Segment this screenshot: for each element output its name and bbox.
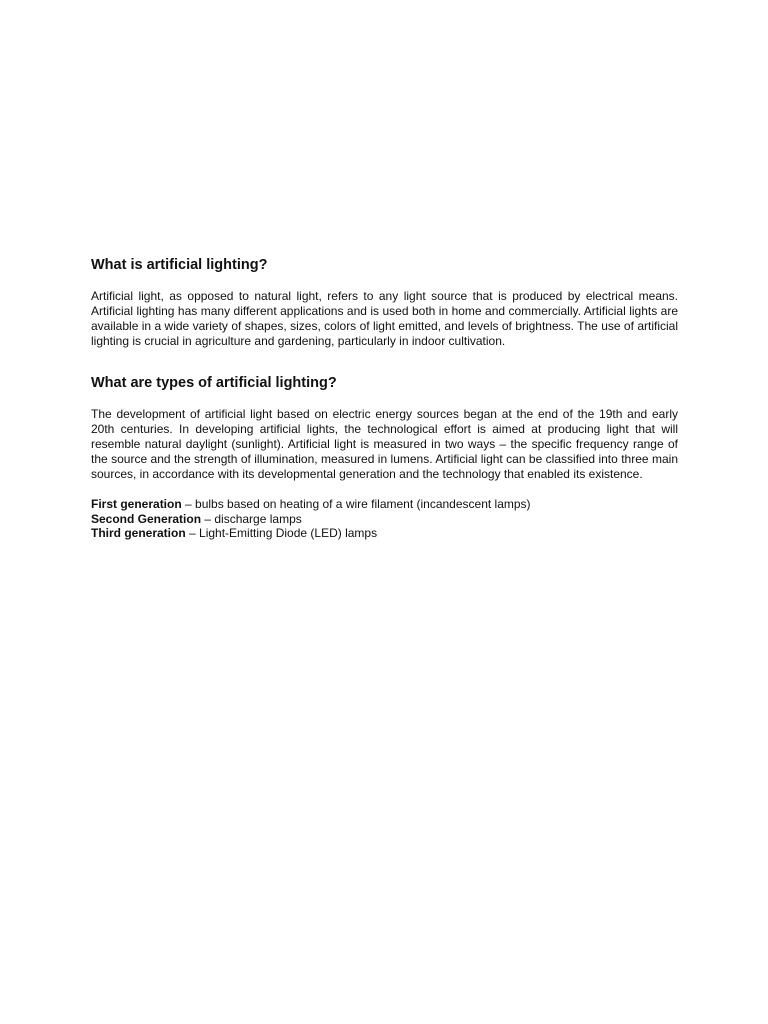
generation-item-first [91, 497, 678, 512]
generation-description: – discharge lamps [201, 511, 302, 526]
generation-item-third [91, 526, 678, 541]
generation-description: – bulbs based on heating of a wire filament (incandescent lamps) [181, 497, 531, 511]
generation-item-second [91, 512, 678, 527]
section-heading-what-is: What is artificial lighting? [91, 257, 268, 273]
document-page [91, 255, 678, 541]
section-paragraph-types: The development of artificial light based on electric energy sources began at the end of the 19th and early 20th centuries. In developing artificial lights, the technological effort is aimed at producing light that will resemble natural daylight (sunlight). Artificial light is measured in two ways – the specific frequency range of the source and the strength of illumination, measured in lumens. Artificial light can be classified into three main sources, in accordance with its developmental generation and the technology that enabled its existence. [91, 407, 678, 481]
generation-term: Second Generation [91, 511, 202, 526]
generation-term: Third generation [91, 526, 186, 540]
section-paragraph-what-is: Artificial light, as opposed to natural light, refers to any light source that is produced by electrical means. Artificial lighting has many different applications and is used both in home and commercially. Artificial lights are available in a wide variety of shapes, sizes, colors of light emitted, and levels of brightness. The use of artificial lighting is crucial in agriculture and gardening, particularly in indoor cultivation. [91, 289, 678, 348]
generation-term: First generation [91, 497, 182, 511]
section-heading-types: What are types of artificial lighting? [91, 375, 337, 391]
generation-description: – Light-Emitting Diode (LED) lamps [185, 526, 378, 540]
